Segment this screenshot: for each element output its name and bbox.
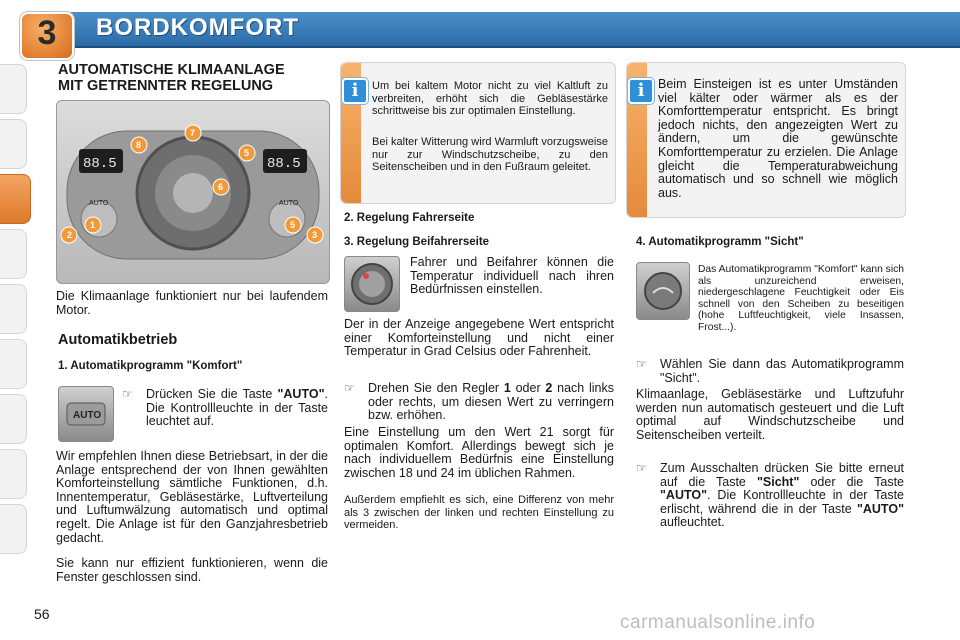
paragraph-sicht: Klimaanlage, Gebläsestärke und Luftzufuhr werden nun automatisch gesteuert und die Luft optimal auf Windschutzscheibe und Seitenscheiben verteilt. [636, 387, 904, 442]
subheading-komfort: 1. Automatikprogramm "Komfort" [58, 360, 243, 372]
panel-auto-right: AUTO [279, 200, 299, 207]
bullet-ausschalten-text [660, 462, 904, 530]
subheading-beifahrerseite: 3. Regelung Beifahrerseite [344, 236, 490, 248]
bullet-aus-4: aufleuchtet. [660, 515, 725, 530]
callout-6: 6 [218, 182, 224, 192]
callout-1: 1 [90, 220, 96, 230]
callout-3: 3 [312, 230, 318, 240]
sicht-button-graphic [637, 263, 689, 319]
info-text-middle-1: Um bei kaltem Motor nicht zu viel Kaltluft zu verbreiten, erhöht sich die Gebläsestärke schrittweise bis zur optimalen Einstellung. [372, 80, 608, 117]
subheading-sicht: 4. Automatikprogramm "Sicht" [636, 236, 804, 248]
bullet-regler-mid: oder [510, 381, 546, 395]
bullet-regler-kw1: 1 [503, 381, 511, 395]
bullet-ausschalten [636, 462, 904, 530]
hand-pointer-icon: ☞ [122, 387, 133, 401]
side-tab-1[interactable] [0, 64, 27, 114]
info-icon: i [628, 78, 654, 104]
bullet-aus-kw1: "Sicht" [756, 474, 800, 489]
page-title: BORDKOMFORT [96, 14, 299, 41]
bullet-auto-kw: "AUTO" [277, 387, 325, 401]
bullet-regler-pre: Drehen Sie den Regler [368, 381, 504, 395]
auto-button-graphic [59, 387, 113, 441]
sicht-button-photo [636, 262, 690, 320]
side-tab-6[interactable] [0, 339, 27, 389]
paragraph-differenz: Außerdem empfiehlt es sich, eine Differenz von mehr als 3 zwischen der linken und rechten Einstellung zu vermeiden. [344, 494, 614, 531]
bullet-regler-post: nach links oder rechts, um diesen Wert zu verringern bzw. erhöhen. [368, 381, 615, 423]
bullet-aus-3: . Die Kontrollleuchte in der Taste erlischt, während die in der Taste [660, 488, 904, 516]
bullet-aus-kw3: "AUTO" [856, 501, 904, 516]
sicht-description: Das Automatikprogramm "Komfort" kann sich als unzureichend erweisen, niedergeschlagene Feuchtigkeit oder Eis schnell von den Scheiben zu beseitigen (hohe Luftfeuchtigkeit, viele Insassen, Frost...). [698, 264, 904, 333]
bullet-aus-1: Zum Ausschalten drücken Sie bitte erneut auf die Taste [660, 461, 904, 489]
bullet-auto [122, 388, 328, 429]
bullet-regler-kw2: 2 [545, 381, 553, 395]
paragraph-empfehlung: Wir empfehlen Ihnen diese Betriebsart, in der die Anlage entsprechend der von Ihnen gewählten Komforteinstellung sämtliche Funktionen, d.h. Innentemperatur, Gebläsestärke, Luftverteilung und Luftumwälzung automatisch und optimal regelt. Die Anlage ist für den Ganzjahresbetrieb gedacht. [56, 449, 328, 545]
callout-5: 5 [290, 220, 296, 230]
bullet-regler [344, 382, 614, 423]
section-heading [58, 62, 338, 94]
panel-auto-left: AUTO [89, 200, 109, 207]
side-tab-8[interactable] [0, 449, 27, 499]
paragraph-anzeige: Der in der Anzeige angegebene Wert entspricht einer Komforteinstellung und nicht einer Temperatur in Grad Celsius oder Fahrenheit. [344, 317, 614, 359]
display-left: 88.5 [83, 156, 117, 172]
knob-photo [344, 256, 400, 312]
side-tab-nav [0, 64, 30, 584]
info-text-middle-2: Bei kalter Witterung wird Warmluft vorzugsweise nur zur Windschutzscheibe, zu den Seitenscheiben und in den Fußraum geleitet. [372, 136, 608, 173]
bullet-aus-kw2: "AUTO" [660, 488, 708, 503]
chapter-number: 3 [37, 14, 57, 52]
heading-line-1: AUTOMATISCHE KLIMAANLAGE [58, 62, 285, 78]
side-tab-3-active[interactable] [0, 174, 31, 224]
climate-panel-graphic [57, 101, 329, 283]
hand-pointer-icon: ☞ [636, 357, 647, 371]
callout-8: 8 [136, 140, 142, 150]
paragraph-wert21: Eine Einstellung um den Wert 21 sorgt für optimalen Komfort. Allerdings bewegt sich je nach individuellem Bedürfnis eine Einstellung zwischen 18 und 24 im üblichen Rahmen. [344, 425, 614, 480]
knob-description: Fahrer und Beifahrer können die Temperatur individuell nach ihren Bedürfnissen einstellen. [410, 255, 614, 297]
side-tab-9[interactable] [0, 504, 27, 554]
intro-text: Die Klimaanlage funktioniert nur bei laufendem Motor. [56, 289, 328, 317]
hand-pointer-icon: ☞ [344, 381, 355, 395]
knob-graphic [345, 257, 399, 311]
callout-2: 2 [67, 230, 73, 240]
heading-line-2: MIT GETRENNTER REGELUNG [58, 78, 274, 94]
info-text-right: Beim Einsteigen ist es unter Umständen viel kälter oder wärmer als es der Komforttemperatur entspricht. Es bringt jedoch nichts, den angezeigten Wert zu ändern, um die gewünschte Komforttemperatur zu erzielen. Die Anlage gleicht die Temperaturabweichung automatisch und so schnell wie möglich aus. [658, 77, 898, 200]
display-right: 88.5 [267, 156, 301, 172]
callout-7: 7 [190, 128, 196, 138]
auto-button-photo [58, 386, 114, 442]
watermark-text: carmanualsonline.info [620, 612, 816, 633]
climate-panel-photo [56, 100, 330, 284]
bullet-auto-post: . Die Kontrollleuchte in der Taste leuchtet auf. [146, 387, 328, 429]
side-tab-7[interactable] [0, 394, 27, 444]
info-icon: i [342, 78, 368, 104]
bullet-auto-pre: Drücken Sie die Taste [146, 387, 278, 401]
bullet-auto-text [146, 388, 328, 429]
bullet-regler-text [368, 382, 614, 423]
subheading-fahrerseite: 2. Regelung Fahrerseite [344, 212, 475, 224]
bullet-waehlen [636, 358, 904, 385]
hand-pointer-icon: ☞ [636, 461, 647, 475]
auto-button-label: AUTO [73, 410, 102, 421]
side-tab-5[interactable] [0, 284, 27, 334]
callout-5-top: 5 [244, 148, 250, 158]
bullet-aus-2: oder die Taste [799, 474, 904, 489]
side-tab-2[interactable] [0, 119, 27, 169]
side-tab-4[interactable] [0, 229, 27, 279]
page-number: 56 [34, 606, 50, 622]
section-automatikbetrieb: Automatikbetrieb [58, 332, 178, 348]
bullet-waehlen-text: Wählen Sie dann das Automatikprogramm "Sicht". [660, 357, 904, 385]
paragraph-fenster: Sie kann nur effizient funktionieren, wenn die Fenster geschlossen sind. [56, 556, 328, 584]
